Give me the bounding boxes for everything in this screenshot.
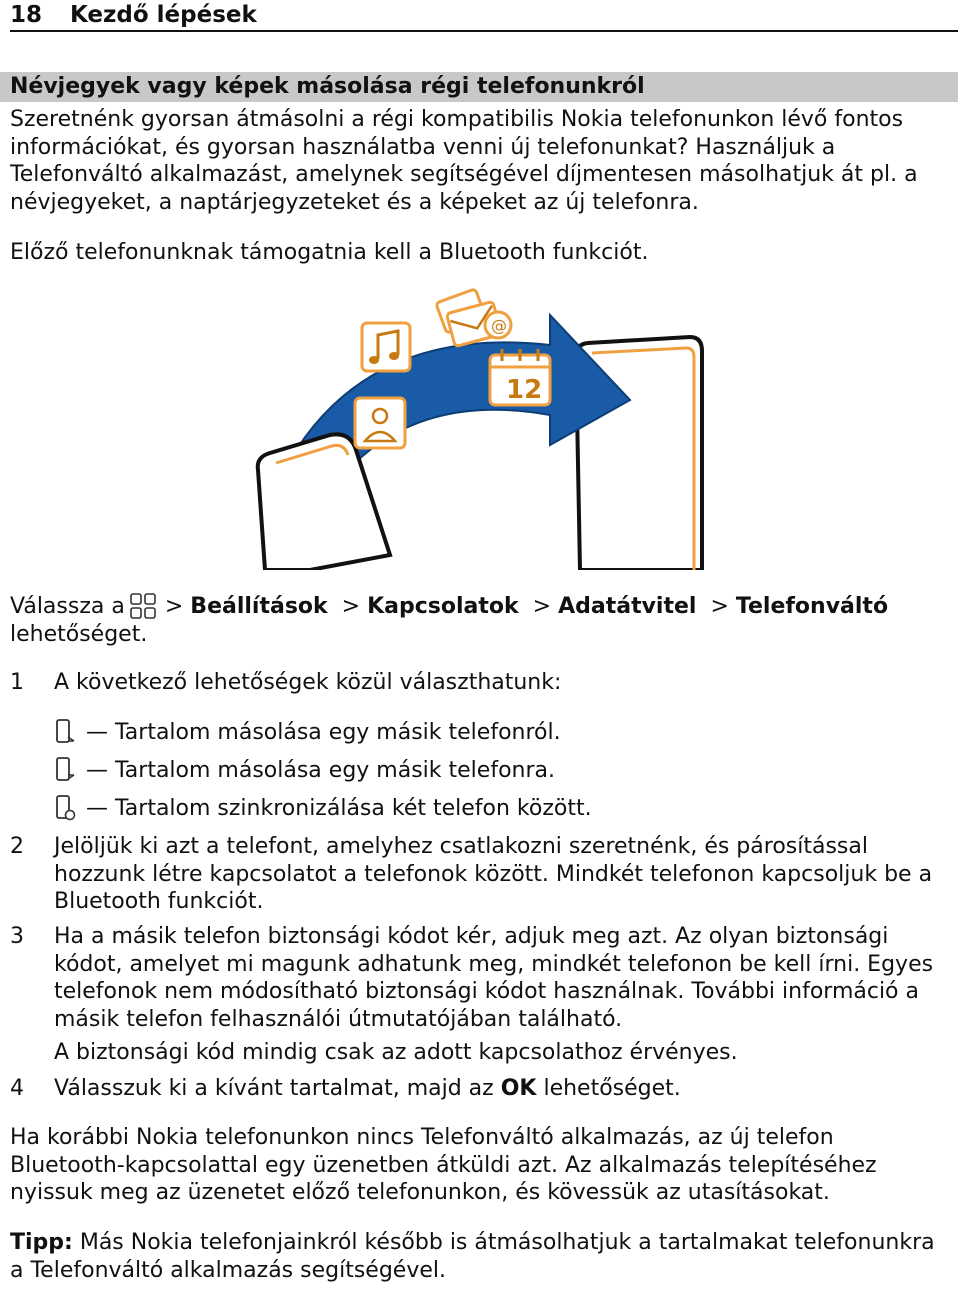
step-1 [10, 669, 950, 697]
menu-path-prefix: Válassza a [10, 594, 125, 619]
old-phone-image [258, 434, 390, 570]
step-text: Jelöljük ki azt a telefont, amelyhez csatlakozni szeretnénk, és párosítással hozzunk létre kapcsolatot a telefonok között. Mindkét telefonon kapcsoljuk be a Bluetooth funkciót. [54, 834, 933, 914]
svg-text:@: @ [491, 316, 507, 335]
step-number: 4 [10, 1076, 24, 1101]
step-text [54, 1075, 950, 1103]
menu-item-connectivity: Kapcsolatok [367, 594, 519, 619]
step-number: 2 [10, 834, 24, 859]
footer-paragraph: Ha korábbi Nokia telefonunkon nincs Telefonváltó alkalmazás, az új telefon Bluetooth-kapcsolattal egy üzenetben átküldi azt. Az alkalmazás telepítéséhez nyissuk meg az üzenetet előző telefonunkon, és kövessük az utasításokat. [10, 1125, 877, 1205]
sync-phones-icon [54, 795, 76, 821]
option-text: — Tartalom szinkronizálása két telefon között. [86, 796, 592, 821]
option-sync [54, 795, 592, 823]
contact-icon [355, 398, 405, 448]
page-header [10, 0, 958, 32]
option-text: — Tartalom másolása egy másik telefonról. [86, 720, 561, 745]
menu-item-settings: Beállítások [190, 594, 328, 619]
transfer-illustration [250, 285, 710, 570]
menu-grid-icon [129, 592, 157, 620]
music-note-icon [362, 323, 410, 371]
option-text: — Tartalom másolása egy másik telefonra. [86, 758, 555, 783]
step-4 [10, 1075, 950, 1103]
copy-from-phone-icon [54, 719, 76, 745]
step-text-before: Válasszuk ki a kívánt tartalmat, majd az [54, 1076, 494, 1101]
step-text: A következő lehetőségek közül választhatunk: [54, 670, 562, 695]
step-number: 1 [10, 670, 24, 695]
calendar-day: 12 [506, 375, 543, 405]
menu-sep-4: > [710, 594, 729, 619]
option-copy-from [54, 719, 561, 747]
menu-sep-2: > [341, 594, 361, 619]
step-text-after: lehetőséget. [543, 1076, 681, 1101]
menu-item-data-transfer: Adatátvitel [558, 594, 697, 619]
step-3 [10, 923, 950, 1067]
tip-label: Tipp: [10, 1230, 73, 1255]
mail-icon [436, 289, 511, 347]
chapter-title: Kezdő lépések [70, 2, 257, 28]
calendar-icon [490, 349, 550, 405]
menu-item-phone-switch: Telefonváltó [735, 594, 889, 619]
option-copy-to [54, 757, 555, 785]
tip-text: Más Nokia telefonjainkról később is átmásolhatjuk a tartalmakat telefonunkra a Telefonváltó alkalmazás segítségével. [10, 1230, 935, 1283]
intro-paragraph: Szeretnénk gyorsan átmásolni a régi kompatibilis Nokia telefonunkon lévő fontos információkat, és gyorsan használatba venni új telefonunkat? Használjuk a Telefonváltó alkalmazást, amelynek segítségével díjmentesen másolhatjuk át pl. a névjegyeket, a naptárjegyzeteket és a képeket az új telefonra. [10, 107, 918, 215]
step-note: A biztonsági kód mindig csak az adott kapcsolathoz érvényes. [54, 1040, 738, 1065]
step-2 [10, 833, 950, 916]
step-text: Ha a másik telefon biztonsági kódot kér, adjuk meg azt. Az olyan biztonsági kódot, amelyet mi magunk adhatunk meg, mindkét telefonon be kell írni. Egyes telefonok nem módosítható biztonsági kódot használnak. További információ a másik telefon felhasználói útmutatójában található. [54, 924, 934, 1032]
copy-to-phone-icon [54, 757, 76, 783]
requirement-paragraph: Előző telefonunknak támogatnia kell a Bluetooth funkciót. [10, 240, 649, 265]
ok-label: OK [500, 1076, 537, 1101]
menu-sep-1: > [164, 594, 184, 619]
menu-path [10, 592, 950, 649]
menu-sep-3: > [532, 594, 552, 619]
tip-paragraph [10, 1229, 950, 1284]
section-title: Névjegyek vagy képek másolása régi telefonunkról [0, 72, 958, 102]
menu-path-suffix: lehetőséget. [10, 622, 148, 647]
page-number: 18 [10, 2, 43, 28]
step-number: 3 [10, 924, 24, 949]
